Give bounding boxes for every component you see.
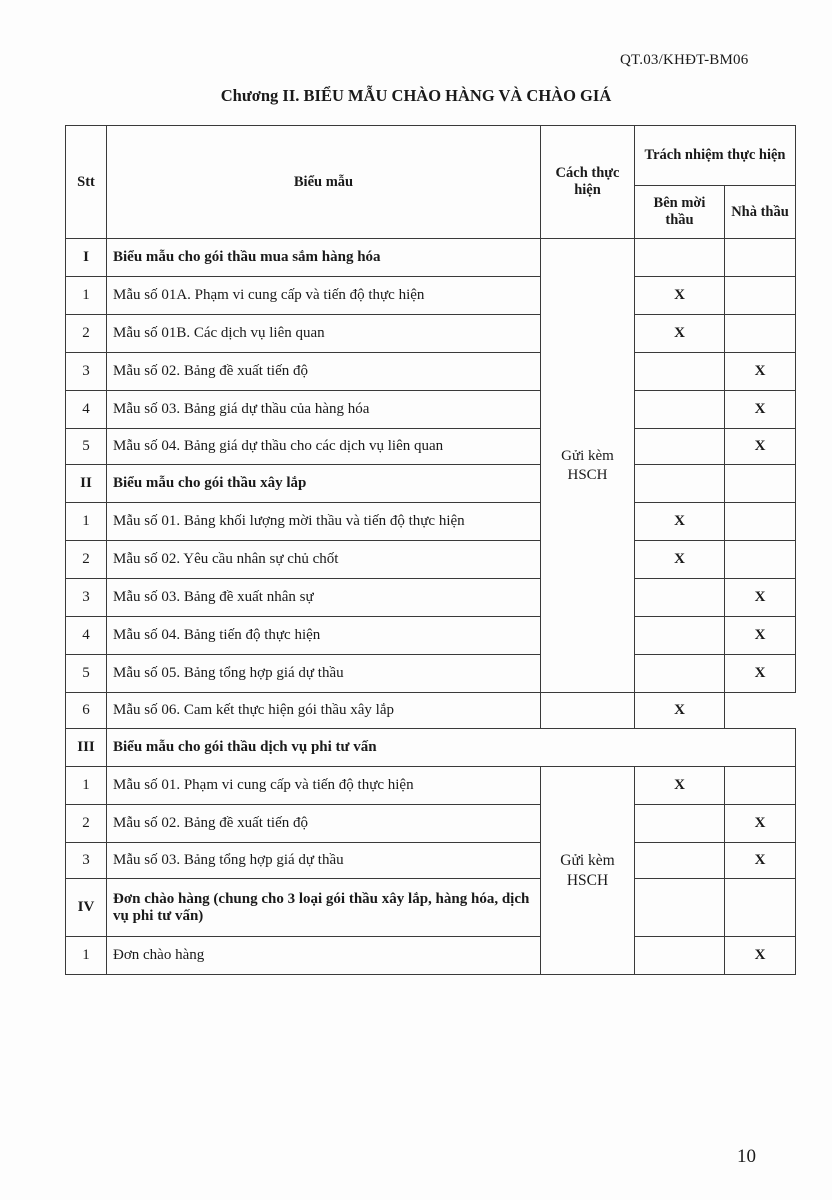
row-number: 1 [66, 767, 107, 805]
contractor-mark: X [725, 937, 796, 975]
row-number: 3 [66, 579, 107, 617]
form-name: Mẫu số 03. Bảng tổng hợp giá dự thầu [107, 843, 541, 879]
header-stt: Stt [66, 126, 107, 239]
contractor-cell [725, 239, 796, 277]
contractor-mark [725, 277, 796, 315]
form-name: Mẫu số 02. Bảng đề xuất tiến độ [107, 353, 541, 391]
form-name: Mẫu số 02. Yêu cầu nhân sự chủ chốt [107, 541, 541, 579]
form-name: Mẫu số 01A. Phạm vi cung cấp và tiến độ thực hiện [107, 277, 541, 315]
row-number: 3 [66, 843, 107, 879]
contractor-mark: X [725, 843, 796, 879]
header-form: Biểu mẫu [107, 126, 541, 239]
row-number: 4 [66, 617, 107, 655]
row-number: 2 [66, 541, 107, 579]
header-contractor: Nhà thầu [725, 186, 796, 239]
row-number: 1 [66, 503, 107, 541]
contractor-mark: X [635, 693, 725, 729]
inviter-mark: X [635, 503, 725, 541]
inviter-mark: X [635, 767, 725, 805]
inviter-mark [541, 693, 635, 729]
row-number: 5 [66, 429, 107, 465]
row-number: 4 [66, 391, 107, 429]
contractor-mark: X [725, 579, 796, 617]
contractor-mark: X [725, 429, 796, 465]
contractor-mark [725, 767, 796, 805]
row-number: 5 [66, 655, 107, 693]
inviter-mark: X [635, 277, 725, 315]
document-code: QT.03/KHĐT-BM06 [620, 52, 749, 68]
inviter-mark [635, 391, 725, 429]
contractor-mark [725, 503, 796, 541]
section-number: I [66, 239, 107, 277]
form-name: Mẫu số 03. Bảng giá dự thầu của hàng hóa [107, 391, 541, 429]
contractor-mark: X [725, 805, 796, 843]
inviter-mark [635, 655, 725, 693]
row-number: 1 [66, 277, 107, 315]
section-number: IV [66, 879, 107, 937]
section-title: Đơn chào hàng (chung cho 3 loại gói thầu xây lắp, hàng hóa, dịch vụ phi tư vấn) [107, 879, 541, 937]
form-name: Mẫu số 03. Bảng đề xuất nhân sự [107, 579, 541, 617]
section-title: Biểu mẫu cho gói thầu mua sắm hàng hóa [107, 239, 541, 277]
header-inviter: Bên mời thầu [635, 186, 725, 239]
form-name: Mẫu số 02. Bảng đề xuất tiến độ [107, 805, 541, 843]
method-cell: Gửi kèm HSCH [541, 767, 635, 975]
row-number: 2 [66, 805, 107, 843]
contractor-mark: X [725, 353, 796, 391]
contractor-mark: X [725, 391, 796, 429]
inviter-cell [635, 239, 725, 277]
section-title: Biểu mẫu cho gói thầu xây lắp [107, 465, 541, 503]
inviter-mark [635, 937, 725, 975]
inviter-cell [635, 465, 725, 503]
forms-table [65, 125, 796, 975]
inviter-mark [635, 353, 725, 391]
inviter-mark [635, 429, 725, 465]
inviter-mark: X [635, 541, 725, 579]
section-number: II [66, 465, 107, 503]
inviter-mark: X [635, 315, 725, 353]
form-name: Mẫu số 05. Bảng tổng hợp giá dự thầu [107, 655, 541, 693]
contractor-cell [725, 465, 796, 503]
section-number: III [66, 729, 107, 767]
row-number: 6 [66, 693, 107, 729]
inviter-mark [635, 805, 725, 843]
form-name: Mẫu số 01B. Các dịch vụ liên quan [107, 315, 541, 353]
inviter-cell [635, 879, 725, 937]
contractor-mark: X [725, 617, 796, 655]
form-name: Đơn chào hàng [107, 937, 541, 975]
section-title: Biểu mẫu cho gói thầu dịch vụ phi tư vấn [107, 729, 796, 767]
contractor-cell [725, 879, 796, 937]
inviter-mark [635, 843, 725, 879]
row-number: 1 [66, 937, 107, 975]
inviter-mark [635, 579, 725, 617]
contractor-mark [725, 541, 796, 579]
header-method: Cách thực hiện [541, 126, 635, 239]
form-name: Mẫu số 06. Cam kết thực hiện gói thầu xây lắp [107, 693, 541, 729]
form-name: Mẫu số 04. Bảng tiến độ thực hiện [107, 617, 541, 655]
inviter-mark [635, 617, 725, 655]
contractor-mark [725, 315, 796, 353]
header-responsibility: Trách nhiệm thực hiện [635, 126, 796, 186]
row-number: 3 [66, 353, 107, 391]
form-name: Mẫu số 04. Bảng giá dự thầu cho các dịch vụ liên quan [107, 429, 541, 465]
row-number: 2 [66, 315, 107, 353]
method-cell: Gửi kèm HSCH [541, 239, 635, 693]
chapter-title: Chương II. BIỂU MẪU CHÀO HÀNG VÀ CHÀO GIÁ [220, 86, 612, 105]
page-number: 10 [737, 1146, 756, 1167]
contractor-mark: X [725, 655, 796, 693]
form-name: Mẫu số 01. Phạm vi cung cấp và tiến độ thực hiện [107, 767, 541, 805]
form-name: Mẫu số 01. Bảng khối lượng mời thầu và tiến độ thực hiện [107, 503, 541, 541]
